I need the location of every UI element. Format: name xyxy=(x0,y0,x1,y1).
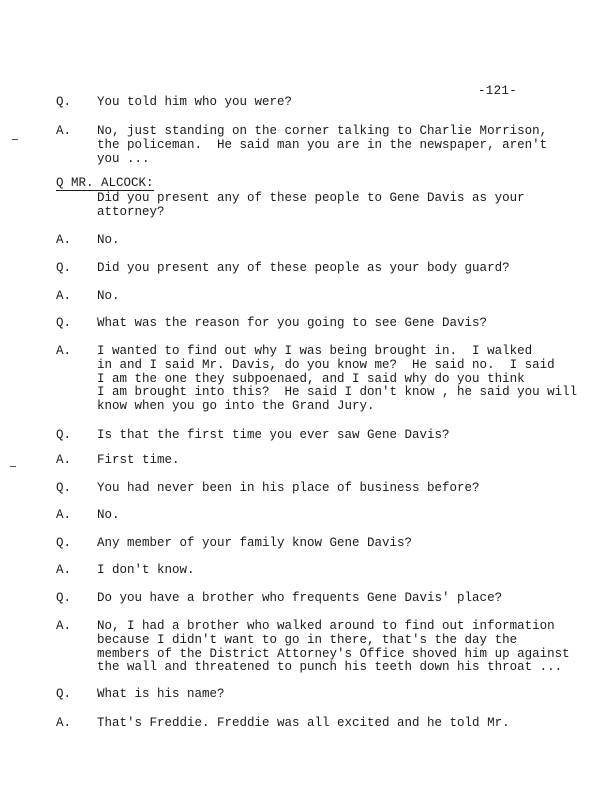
entry-text xyxy=(97,620,577,675)
margin-mark xyxy=(12,139,18,140)
text-line: No. xyxy=(97,508,120,522)
entry-text xyxy=(97,125,577,166)
text-line: in and I said Mr. Davis, do you know me? He said no. I said xyxy=(97,357,555,372)
text-line: the policeman. He said man you are in the newspaper, aren't xyxy=(97,137,548,152)
text-line: the wall and threatened to punch his teeth down his throat ... xyxy=(97,660,563,675)
speaker-label: Q. xyxy=(56,687,72,701)
entry-text xyxy=(97,262,577,276)
speaker-label: A. xyxy=(56,716,72,730)
entry-text xyxy=(97,345,577,414)
entry-text xyxy=(97,688,577,702)
text-line: No. xyxy=(97,289,120,303)
page-number: -121- xyxy=(478,84,518,98)
text-line: Do you have a brother who frequents Gene Davis' place? xyxy=(97,591,503,605)
text-line: I don't know. xyxy=(97,563,195,577)
text-line: I am the one they subpoenaed, and I said why do you think xyxy=(97,371,525,386)
text-line: No. xyxy=(97,233,120,247)
speaker-label: Q. xyxy=(56,428,72,442)
speaker-label: Q. xyxy=(56,95,72,109)
entry-text xyxy=(97,509,577,523)
speaker-label: Q. xyxy=(56,316,72,330)
speaker-label: A. xyxy=(56,124,72,138)
text-line: No, just standing on the corner talking to Charlie Morrison, xyxy=(97,124,548,138)
entry-text xyxy=(97,290,577,304)
text-line: First time. xyxy=(97,453,180,467)
speaker-label: Q. xyxy=(56,481,72,495)
text-line: know when you go into the Grand Jury. xyxy=(97,399,375,414)
entry-text xyxy=(97,564,577,578)
text-line: Did you present any of these people as your body guard? xyxy=(97,261,510,275)
speaker-label: A. xyxy=(56,619,72,633)
entry-text xyxy=(97,454,577,468)
text-line: Any member of your family know Gene Davis? xyxy=(97,536,413,550)
text-line: You had never been in his place of business before? xyxy=(97,481,480,495)
text-line: because I didn't want to go in there, that's the day the xyxy=(97,632,518,647)
margin-mark xyxy=(10,466,16,467)
speaker-label: Q. xyxy=(56,536,72,550)
entry-text xyxy=(97,234,577,248)
text-line: No, I had a brother who walked around to find out information xyxy=(97,619,555,633)
entry-text xyxy=(97,537,577,551)
text-line: What is his name? xyxy=(97,687,225,701)
text-line: Did you present any of these people to Gene Davis as your xyxy=(97,191,525,205)
speaker-label: A. xyxy=(56,289,72,303)
speaker-label: Q. xyxy=(56,261,72,275)
speaker-label: A. xyxy=(56,563,72,577)
speaker-label: A. xyxy=(56,233,72,247)
examiner-heading: Q MR. ALCOCK: xyxy=(56,176,154,190)
text-line: attorney? xyxy=(97,204,165,219)
speaker-label: A. xyxy=(56,344,72,358)
speaker-label: Q. xyxy=(56,591,72,605)
text-line: you ... xyxy=(97,151,150,166)
entry-text xyxy=(97,429,577,443)
entry-text xyxy=(97,96,577,110)
entry-text xyxy=(97,592,577,606)
entry-text xyxy=(97,317,577,331)
speaker-label: A. xyxy=(56,453,72,467)
text-line: I wanted to find out why I was being brought in. I walked xyxy=(97,344,533,358)
entry-text xyxy=(97,717,577,731)
speaker-label: A. xyxy=(56,508,72,522)
text-line: What was the reason for you going to see Gene Davis? xyxy=(97,316,488,330)
text-line: You told him who you were? xyxy=(97,95,293,109)
text-line: Is that the first time you ever saw Gene Davis? xyxy=(97,428,450,442)
text-line: I am brought into this? He said I don't know , he said you will xyxy=(97,385,578,400)
entry-text xyxy=(97,482,577,496)
text-line: That's Freddie. Freddie was all excited and he told Mr. xyxy=(97,716,510,730)
entry-text xyxy=(97,192,577,220)
text-line: members of the District Attorney's Office shoved him up against xyxy=(97,646,570,661)
